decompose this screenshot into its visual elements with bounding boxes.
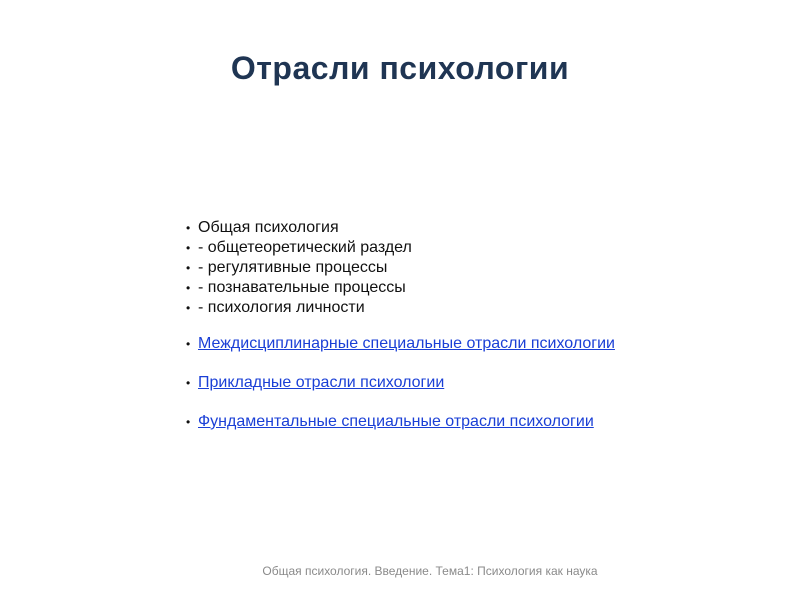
bullet-dot-icon: •	[186, 261, 191, 275]
bullet-dot-icon: •	[186, 301, 191, 315]
slide-title: Отрасли психологии	[230, 50, 570, 86]
link-applied-branches[interactable]: Прикладные отрасли психологии	[198, 374, 445, 391]
bullet-list	[186, 218, 706, 318]
bullet-text: - познавательные процессы	[198, 279, 406, 296]
bullet-dot-icon: •	[186, 415, 191, 429]
bullet-text: - психология личности	[198, 299, 365, 316]
link-fundamental-branches[interactable]: Фундаментальные специальные отрасли психологии	[198, 413, 594, 430]
bullet-dot-icon: •	[186, 376, 191, 390]
link-list	[186, 334, 706, 432]
bullet-item	[186, 298, 706, 318]
bullet-text: - регулятивные процессы	[198, 259, 388, 276]
bullet-text: - общетеоретический раздел	[198, 239, 412, 256]
slide-footer: Общая психология. Введение. Тема1: Психология как наука	[262, 564, 598, 578]
link-item	[186, 334, 706, 354]
bullet-text: Общая психология	[198, 219, 339, 236]
bullet-dot-icon: •	[186, 241, 191, 255]
bullet-item	[186, 258, 706, 278]
bullet-dot-icon: •	[186, 281, 191, 295]
bullet-dot-icon: •	[186, 221, 191, 235]
link-interdisciplinary-branches[interactable]: Междисциплинарные специальные отрасли психологии	[198, 335, 615, 352]
bullet-dot-icon: •	[186, 337, 191, 351]
link-item	[186, 373, 706, 393]
bullet-item	[186, 278, 706, 298]
slide-content	[186, 218, 706, 451]
bullet-item	[186, 238, 706, 258]
bullet-item	[186, 218, 706, 238]
link-item	[186, 412, 706, 432]
